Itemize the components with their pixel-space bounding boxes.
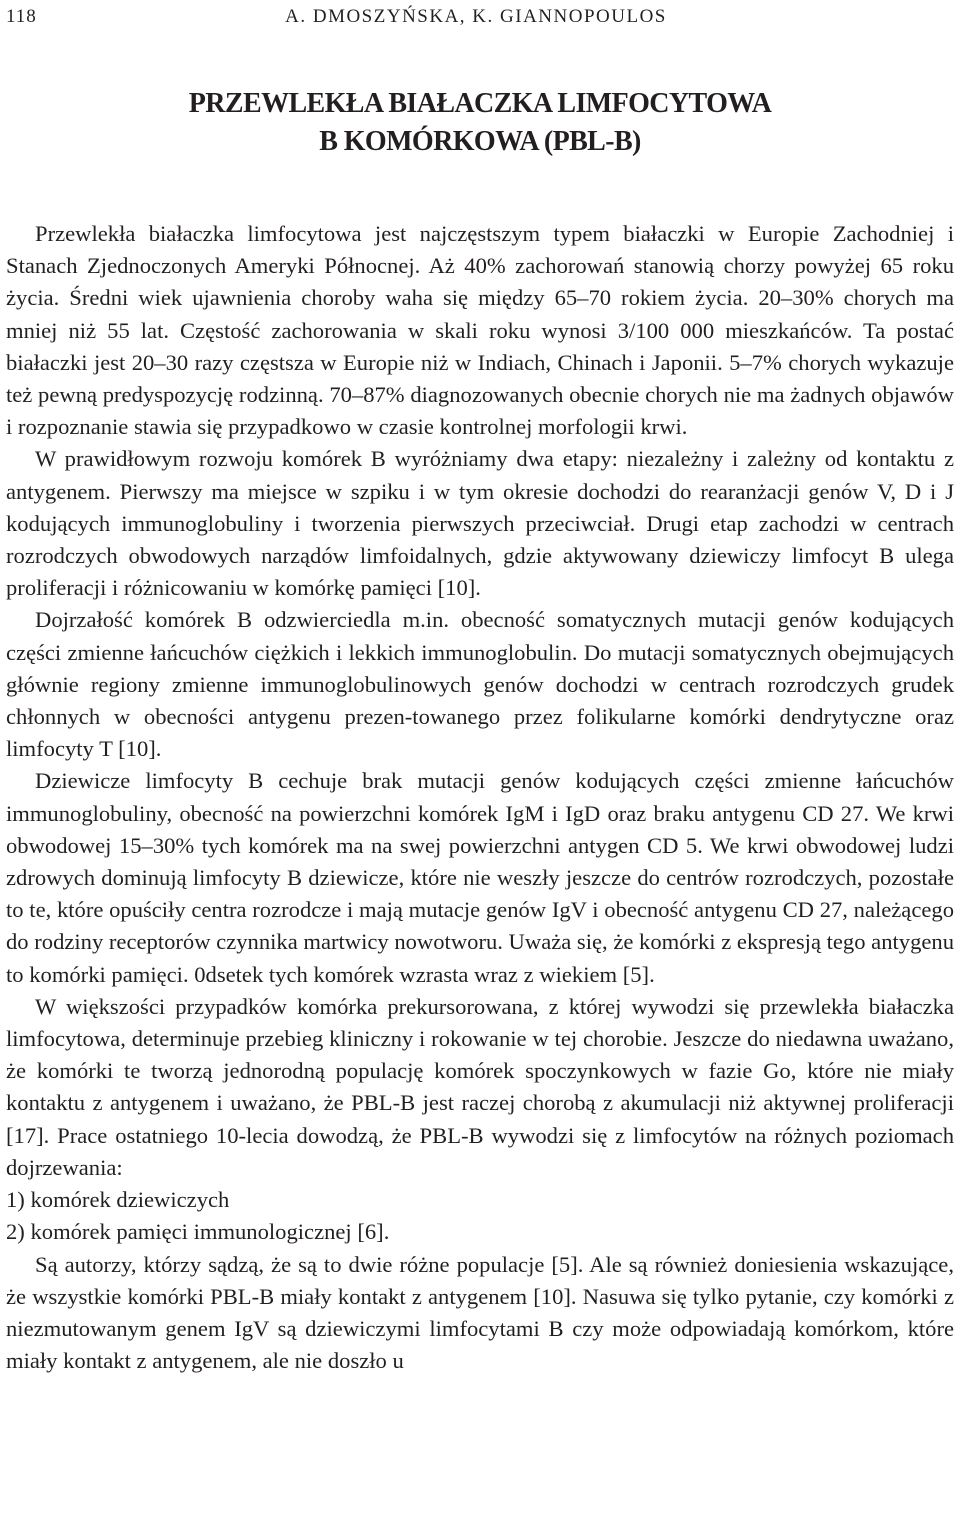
paragraph-5: W większości przypadków komórka prekursorowana, z której wywodzi się przewlekła białaczka limfocytowa, determinuje przebieg kliniczny i rokowanie w tej chorobie. Jeszcze do niedawna uważano, że komórki te tworzą jednorodną populację komórek spoczynkowych w fazie Go, które nie miały kontaktu z antygenem i uważano, że PBL-B jest raczej chorobą z akumulacji niż aktywnej proliferacji [17]. Prace ostatniego 10-lecia dowodzą, że PBL-B wywodzi się z limfocytów na różnych poziomach dojrzewania: bbox=[6, 993, 954, 1180]
list-item-2: 2) komórek pamięci immunologicznej [6]. bbox=[6, 1219, 390, 1245]
list-item-1: 1) komórek dziewiczych bbox=[6, 1187, 230, 1213]
section-title-line-1: PRZEWLEKŁA BIAŁACZKA LIMFOCYTOWA bbox=[188, 88, 772, 119]
running-header bbox=[6, 4, 946, 30]
page-number: 118 bbox=[6, 6, 37, 27]
paragraph-3: Dojrzałość komórek B odzwierciedla m.in. obecność somatycznych mutacji genów kodujących części zmienne łańcuchów ciężkich i lekkich immunoglobulin. Do mutacji somatycznych obejmujących głównie regiony zmienne immunoglobulinowych genów dochodzi w centrach rozrodczych grudek chłonnych w obecności antygenu prezen-towanego przez folikularne komórki dendrytyczne oraz limfocyty T [10]. bbox=[6, 607, 954, 762]
section-title bbox=[0, 85, 960, 161]
running-header-authors: A. DMOSZYŃSKA, K. GIANNOPOULOS bbox=[285, 6, 667, 27]
paragraph-1: Przewlekła białaczka limfocytowa jest najczęstszym typem białaczki w Europie Zachodniej i Stanach Zjednoczonych Ameryki Północnej. Aż 40% zachorowań stanowią chorzy powyżej 65 roku życia. Średni wiek ujawnienia choroby waha się między 65–70 rokiem życia. 20–30% chorych ma mniej niż 55 lat. Częstość zachorowania w skali roku wynosi 3/100 000 mieszkańców. Ta postać białaczki jest 20–30 razy częstsza w Europie niż w Indiach, Chinach i Japonii. 5–7% chorych wykazuje też pewną predyspozycję rodzinną. 70–87% diagnozowanych obecnie chorych nie ma żadnych objawów i rozpoznanie stawia się przypadkowo w czasie kontrolnej morfologii krwi. bbox=[6, 221, 954, 440]
paragraph-4: Dziewicze limfocyty B cechuje brak mutacji genów kodujących części zmienne łańcuchów immunoglobuliny, obecność na powierzchni komórek IgM i IgD oraz braku antygenu CD 27. We krwi obwodowej 15–30% tych komórek ma na swej powierzchni antygen CD 5. We krwi obwodowej ludzi zdrowych dominują limfocyty B dziewicze, które nie weszły jeszcze do centrów rozrodczych, pozostałe to te, które opuściły centra rozrodcze i mają mutacje genów IgV i obecność antygenu CD 27, należącego do rodziny receptorów czynnika martwicy nowotworu. Uważa się, że komórki z ekspresją tego antygenu to komórki pamięci. 0dsetek tych komórek wzrasta wraz z wiekiem [5]. bbox=[6, 768, 954, 987]
paragraph-6: Są autorzy, którzy sądzą, że są to dwie różne populacje [5]. Ale są również doniesienia wskazujące, że wszystkie komórki PBL-B miały kontakt z antygenem [10]. Nasuwa się tylko pytanie, czy komórki z niezmutowanym genem IgV są dziewiczymi limfocytami B czy może odpowiadają komórkom, które miały kontakt z antygenem, ale nie doszło u bbox=[6, 1251, 954, 1374]
paragraph-2: W prawidłowym rozwoju komórek B wyróżniamy dwa etapy: niezależny i zależny od kontaktu z antygenem. Pierwszy ma miejsce w szpiku i w tym okresie dochodzi do rearanżacji genów V, D i J kodujących immunoglobuliny i tworzenia pierwszych przeciwciał. Drugi etap zachodzi w centrach rozrodczych obwodowych narządów limfoidalnych, gdzie aktywowany dziewiczy limfocyt B ulega proliferacji i różnicowaniu w komórkę pamięci [10]. bbox=[6, 446, 954, 601]
section-title-line-2: B KOMÓRKOWA (PBL-B) bbox=[319, 126, 641, 157]
article-body bbox=[6, 218, 954, 1377]
